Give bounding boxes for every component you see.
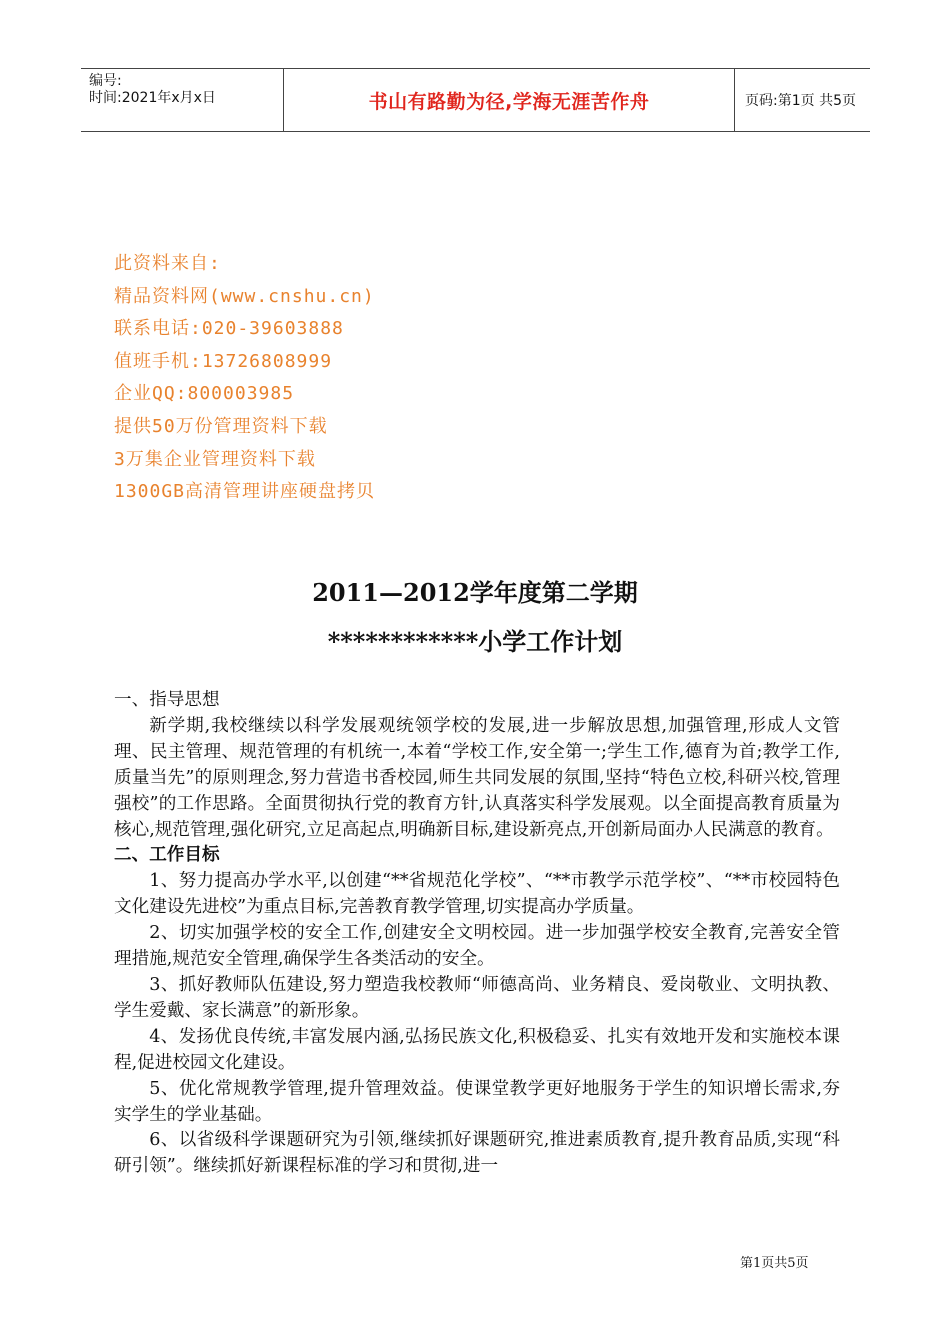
- goal-item: 5、优化常规教学管理,提升管理效益。使课堂教学更好地服务于学生的知识增长需求,夯实学生的学业基础。: [114, 1078, 840, 1125]
- goal-item: 3、抓好教师队伍建设,努力塑造我校教师“师德高尚、业务精良、爱岗敬业、文明执教、学生爱戴、家长满意”的新形象。: [114, 974, 840, 1021]
- source-line: 联系电话:020-39603888: [114, 318, 344, 340]
- source-line: 1300GB高清管理讲座硬盘拷贝: [114, 481, 376, 503]
- source-line: 3万集企业管理资料下载: [114, 448, 316, 470]
- goal-item: 2、切实加强学校的安全工作,创建安全文明校园。进一步加强学校安全教育,完善安全管理措施,规范安全管理,确保学生各类活动的安全。: [114, 923, 840, 970]
- section-heading: 一、指导思想: [114, 690, 220, 710]
- source-line: 值班手机:13726808999: [114, 350, 333, 372]
- doc-title-term: 2011—2012学年度第二学期: [312, 578, 638, 607]
- source-info-block: [114, 248, 375, 509]
- doc-body: [114, 688, 840, 1180]
- header-motto-cell: [283, 69, 735, 131]
- section-heading: 二、工作目标: [114, 845, 220, 866]
- header-table: [81, 68, 870, 132]
- date-label: 时间:2021年x月x日: [89, 90, 216, 106]
- source-line: 此资料来自:: [114, 253, 221, 274]
- paragraph: 新学期,我校继续以科学发展观统领学校的发展,进一步解放思想,加强管理,形成人文管理、民主管理、规范管理的有机统一,本着“学校工作,安全第一;学生工作,德育为首;教学工作,质量当先”的原则理念,努力营造书香校园,师生共同发展的氛围,坚持“特色立校,科研兴校,管理强校”的工作思路。全面贯彻执行党的教育方针,认真落实科学发展观。以全面提高教育质量为核心,规范管理,强化研究,立足高起点,明确新目标,建设新亮点,开创新局面办人民满意的教育。: [114, 715, 840, 840]
- motto-text: 书山有路勤为径,学海无涯苦作舟: [368, 90, 650, 113]
- header-page-cell: [735, 69, 870, 131]
- goal-item: 4、发扬优良传统,丰富发展内涵,弘扬民族文化,积极稳妥、扎实有效地开发和实施校本课程,促进校园文化建设。: [114, 1026, 840, 1073]
- page-footer: 第1页共5页: [740, 1256, 809, 1271]
- page-info: 页码:第1页 共5页: [745, 93, 856, 109]
- code-label: 编号:: [89, 73, 122, 89]
- header-left-cell: [81, 69, 283, 131]
- source-line: 企业QQ:800003985: [114, 383, 295, 405]
- source-line: 精品资料网(www.cnshu.cn): [114, 285, 375, 307]
- doc-title-plan: ************小学工作计划: [327, 627, 623, 656]
- source-line: 提供50万份管理资料下载: [114, 415, 328, 437]
- goal-item: 6、以省级科学课题研究为引领,继续抓好课题研究,推进素质教育,提升教育品质,实现“科研引领”。继续抓好新课程标准的学习和贯彻,进一: [114, 1130, 840, 1177]
- goal-item: 1、努力提高办学水平,以创建“**省规范化学校”、“**市教学示范学校”、“**市校园特色文化建设先进校”为重点目标,完善教育教学管理,切实提高办学质量。: [114, 871, 840, 918]
